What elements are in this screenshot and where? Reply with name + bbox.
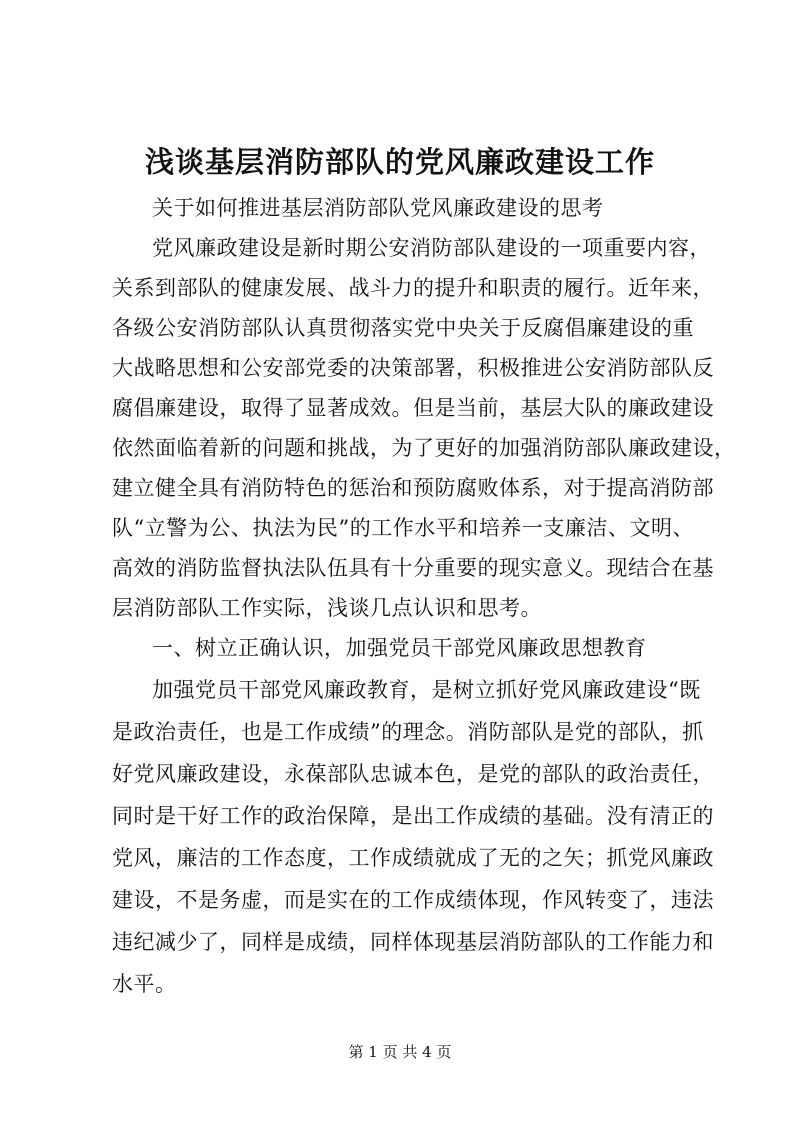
paragraph-line: 依然面临着新的问题和挑战，为了更好的加强消防部队廉政建设， [112,436,736,460]
paragraph-line: 好党风廉政建设，永葆部队忠诚本色，是党的部队的政治责任， [112,762,714,786]
paragraph-line: 大战略思想和公安部党委的决策部署，积极推进公安消防部队反 [112,356,714,380]
paragraph-line: 建立健全具有消防特色的惩治和预防腐败体系，对于提高消防部 [112,476,714,500]
paragraph-line: 关系到部队的健康发展、战斗力的提升和职责的履行。近年来， [112,276,714,300]
document-subtitle: 关于如何推进基层消防部队党风廉政建设的思考 [152,196,604,220]
paragraph-line: 水平。 [112,972,177,996]
paragraph-line: 违纪减少了，同样是成绩，同样体现基层消防部队的工作能力和 [112,930,714,954]
paragraph-line: 是政治责任，也是工作成绩”的理念。消防部队是党的部队，抓 [112,720,704,744]
paragraph-line: 同时是干好工作的政治保障，是出工作成绩的基础。没有清正的 [112,804,714,828]
paragraph-line: 高效的消防监督执法队伍具有十分重要的现实意义。现结合在基 [112,556,714,580]
paragraph-line: 各级公安消防部队认真贯彻落实党中央关于反腐倡廉建设的重 [112,316,694,340]
paragraph-line: 建设，不是务虚，而是实在的工作成绩体现，作风转变了，违法 [112,888,714,912]
section-heading: 一、树立正确认识，加强党员干部党风廉政思想教育 [152,636,647,660]
paragraph-line: 队“立警为公、执法为民”的工作水平和培养一支廉洁、文明、 [112,516,694,540]
paragraph-line: 层消防部队工作实际，浅谈几点认识和思考。 [112,596,542,620]
paragraph-line: 党风，廉洁的工作态度，工作成绩就成了无的之矢；抓党风廉政 [112,846,714,870]
paragraph-line: 腐倡廉建设，取得了显著成效。但是当前，基层大队的廉政建设 [112,396,714,420]
paragraph-line: 党风廉政建设是新时期公安消防部队建设的一项重要内容， [152,236,711,260]
paragraph-line: 加强党员干部党风廉政教育，是树立抓好党风廉政建设“既 [152,678,701,702]
page-title: 浅谈基层消防部队的党风廉政建设工作 [144,145,655,179]
page-number-footer: 第 1 页 共 4 页 [348,1043,452,1061]
